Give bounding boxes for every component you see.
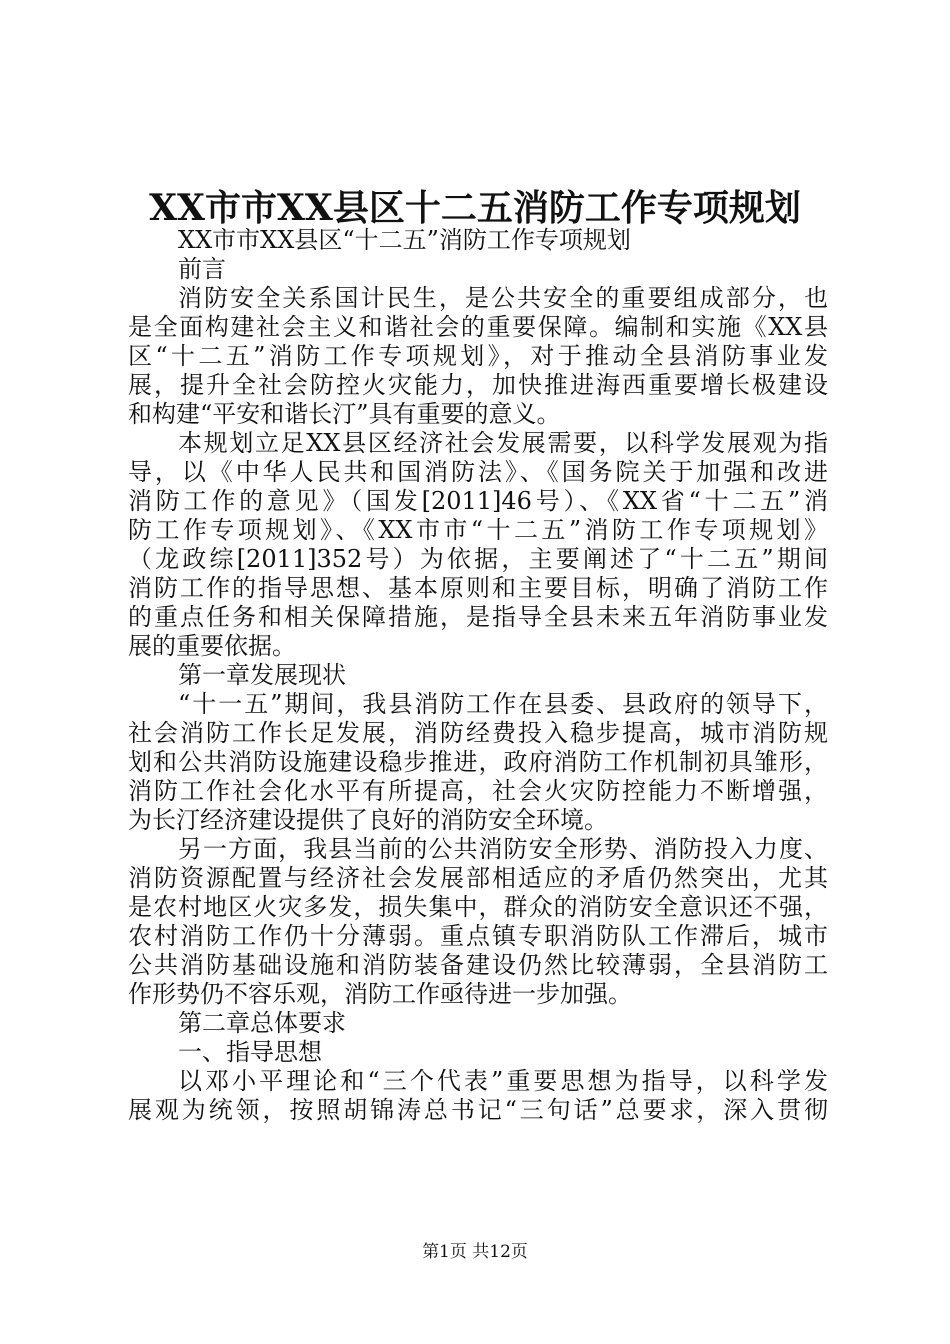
page-footer: 第1页 共12页 (422, 1242, 528, 1262)
text-line: 社会消防工作长足发展，消防经费投入稳步提高，城市消防规 (128, 719, 828, 747)
document-title: XX市市XX县区十二五消防工作专项规划 (149, 187, 801, 229)
text-line: 导，以《中华人民共和国消防法》、《国务院关于加强和改进 (128, 458, 828, 486)
text-line: 公共消防基础设施和消防装备建设仍然比较薄弱，全县消防工 (128, 951, 828, 979)
text-line: 另一方面，我县当前的公共消防安全形势、消防投入力度、 (178, 835, 828, 863)
document-body (128, 226, 828, 1125)
text-line: 第二章总体要求 (178, 1009, 346, 1037)
text-line: 和构建“平安和谐长汀”具有重要的意义。 (128, 400, 561, 428)
text-line: 一、指导思想 (178, 1038, 322, 1066)
text-line: 是全面构建社会主义和谐社会的重要保障。编制和实施《XX县 (128, 313, 828, 341)
text-line: 消防工作的指导思想、基本原则和主要目标，明确了消防工作 (128, 574, 828, 602)
text-line: 展，提升全社会防控火灾能力，加快推进海西重要增长极建设 (128, 371, 828, 399)
text-line: 区“十二五”消防工作专项规划》，对于推动全县消防事业发 (128, 342, 828, 370)
text-line: 展的重要依据。 (128, 632, 296, 660)
text-line: 第一章发展现状 (178, 661, 346, 689)
text-line: 前言 (178, 255, 226, 283)
text-line: 为长汀经济建设提供了良好的消防安全环境。 (128, 806, 608, 834)
text-line: XX市市XX县区“十二五”消防工作专项规划 (178, 226, 631, 254)
text-line: 消防工作社会化水平有所提高，社会火灾防控能力不断增强， (128, 777, 828, 805)
text-line: 划和公共消防设施建设稳步推进，政府消防工作机制初具雏形， (128, 748, 828, 776)
text-line: 农村消防工作仍十分薄弱。重点镇专职消防队工作滞后，城市 (128, 922, 828, 950)
text-line: 作形势仍不容乐观，消防工作亟待进一步加强。 (128, 980, 632, 1008)
text-line: 是农村地区火灾多发，损失集中，群众的消防安全意识还不强， (128, 893, 828, 921)
text-line: 的重点任务和相关保障措施，是指导全县未来五年消防事业发 (128, 603, 828, 631)
text-line: 防工作专项规划》、《XX市市“十二五”消防工作专项规划》 (128, 516, 828, 544)
text-line: 消防资源配置与经济社会发展部相适应的矛盾仍然突出，尤其 (128, 864, 828, 892)
text-line: （龙政综[2011]352号）为依据，主要阐述了“十二五”期间 (128, 545, 828, 573)
text-line: 以邓小平理论和“三个代表”重要思想为指导，以科学发 (178, 1067, 828, 1095)
text-line: 本规划立足XX县区经济社会发展需要，以科学发展观为指 (178, 429, 828, 457)
text-line: 展观为统领，按照胡锦涛总书记“三句话”总要求，深入贯彻 (128, 1096, 828, 1124)
text-line: 消防工作的意见》（国发[2011]46号）、《XX省“十二五”消 (128, 487, 828, 515)
text-line: “十一五”期间，我县消防工作在县委、县政府的领导下， (178, 690, 828, 718)
text-line: 消防安全关系国计民生，是公共安全的重要组成部分，也 (178, 284, 828, 312)
